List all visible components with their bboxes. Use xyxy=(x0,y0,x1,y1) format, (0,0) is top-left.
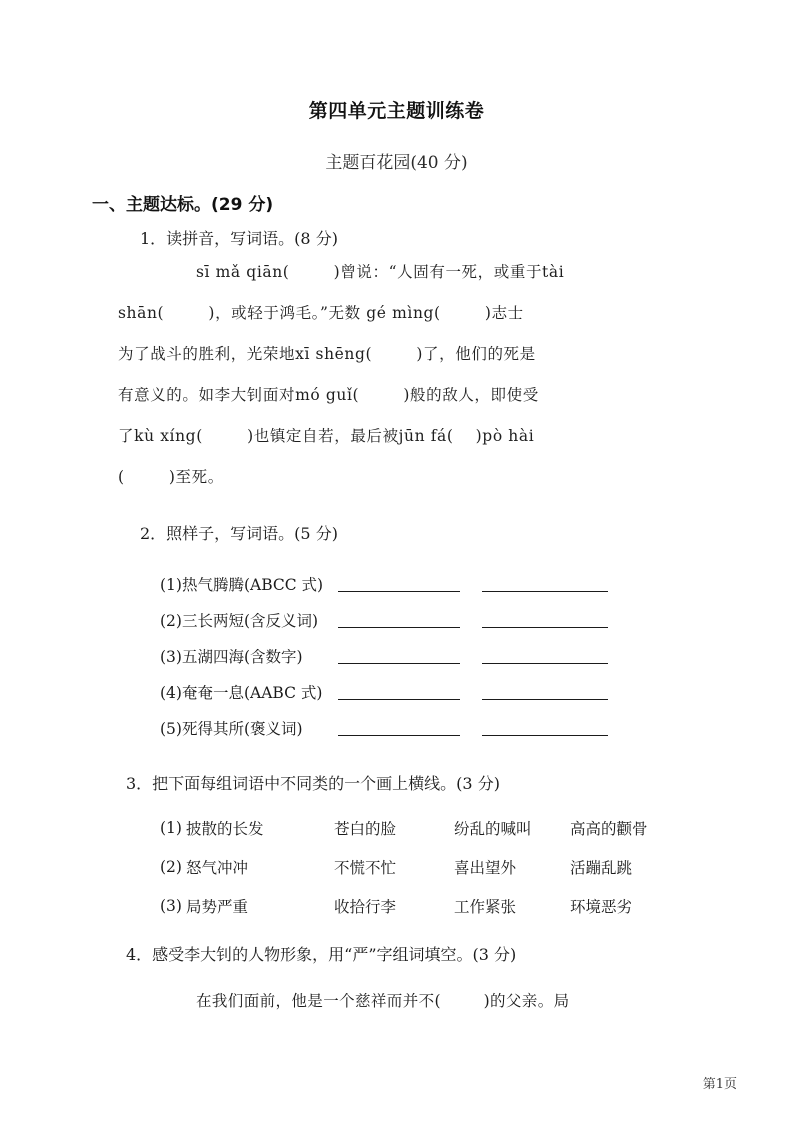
page-title: 第四单元主题训练卷 xyxy=(308,100,485,122)
answer-blank[interactable] xyxy=(482,649,608,664)
section-heading: 一、主题达标。(29 分) xyxy=(92,195,274,215)
answer-blank[interactable] xyxy=(482,613,608,628)
word-group-row xyxy=(160,886,700,925)
page-subtitle: 主题百花园(40 分) xyxy=(325,153,468,173)
pattern-label: (5)死得其所(褒义词) xyxy=(160,720,303,738)
page-number: 第1页 xyxy=(702,1077,737,1092)
question-2-items xyxy=(160,566,700,746)
answer-blank[interactable] xyxy=(338,649,460,664)
group-word[interactable]: 喜出望外 xyxy=(454,858,517,877)
answer-blank[interactable] xyxy=(338,577,460,592)
question-2-label: 2．照样子，写词语。(5 分) xyxy=(140,524,338,543)
pattern-label: (2)三长两短(含反义词) xyxy=(160,612,319,630)
group-word[interactable]: 苍白的脸 xyxy=(334,819,397,838)
group-index: (1) xyxy=(160,818,182,837)
passage-line: ( )至死。 xyxy=(118,468,224,486)
group-index: (2) xyxy=(160,857,182,876)
pattern-label: (1)热气腾腾(ABCC 式) xyxy=(160,576,324,594)
passage-line: 了kù xíng( )也镇定自若，最后被jūn fá( )pò hài xyxy=(118,427,535,445)
pattern-row xyxy=(160,566,700,602)
passage-line: 有意义的。如李大钊面对mó guǐ( )般的敌人，即使受 xyxy=(118,386,539,404)
question-3-label: 3．把下面每组词语中不同类的一个画上横线。(3 分) xyxy=(126,774,500,793)
answer-blank[interactable] xyxy=(482,685,608,700)
question-1-passage xyxy=(118,252,698,498)
group-word[interactable]: 纷乱的喊叫 xyxy=(454,819,532,838)
group-word[interactable]: 高高的颧骨 xyxy=(570,819,648,838)
word-group-row xyxy=(160,808,700,847)
group-word[interactable]: 收拾行李 xyxy=(334,897,397,916)
word-group-row xyxy=(160,847,700,886)
question-4-body: 在我们面前，他是一个慈祥而并不( )的父亲。局 xyxy=(196,992,570,1010)
group-index: (3) xyxy=(160,896,182,915)
group-word[interactable]: 工作紧张 xyxy=(454,897,517,916)
passage-line: sī mǎ qiān( )曾说：“人固有一死，或重于tài xyxy=(196,263,565,281)
group-word[interactable]: 环境恶劣 xyxy=(570,897,633,916)
group-word[interactable]: 不慌不忙 xyxy=(334,858,397,877)
question-4-label: 4．感受李大钊的人物形象，用“严”字组词填空。(3 分) xyxy=(126,945,517,964)
pattern-row xyxy=(160,602,700,638)
question-3-groups xyxy=(160,808,700,925)
pattern-row xyxy=(160,710,700,746)
passage-line: 为了战斗的胜利，光荣地xī shēng( )了，他们的死是 xyxy=(118,345,536,363)
answer-blank[interactable] xyxy=(338,721,460,736)
question-1-label: 1．读拼音，写词语。(8 分) xyxy=(140,229,338,248)
answer-blank[interactable] xyxy=(482,577,608,592)
group-word[interactable]: 局势严重 xyxy=(186,897,249,916)
pattern-row xyxy=(160,638,700,674)
group-word[interactable]: 披散的长发 xyxy=(186,819,264,838)
pattern-label: (4)奄奄一息(AABC 式) xyxy=(160,684,323,702)
pattern-row xyxy=(160,674,700,710)
group-word[interactable]: 活蹦乱跳 xyxy=(570,858,633,877)
group-word[interactable]: 怒气冲冲 xyxy=(186,858,249,877)
answer-blank[interactable] xyxy=(338,685,460,700)
answer-blank[interactable] xyxy=(482,721,608,736)
passage-line: shān( )，或轻于鸿毛。”无数 gé mìng( )志士 xyxy=(118,304,524,322)
answer-blank[interactable] xyxy=(338,613,460,628)
pattern-label: (3)五湖四海(含数字) xyxy=(160,648,303,666)
